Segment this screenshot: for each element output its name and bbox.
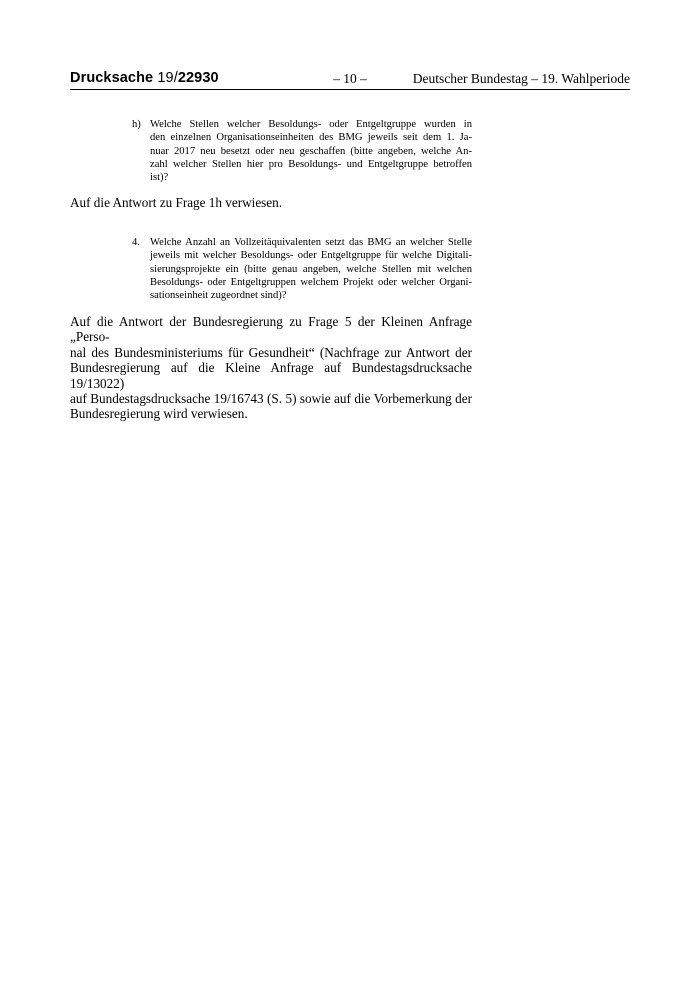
question-4-line: jeweils mit welcher Besoldungs- oder Entgeltgruppe für welche Digitali-	[150, 250, 472, 262]
publisher-label: Deutscher Bundestag – 19. Wahlperiode	[412, 71, 630, 86]
question-4-line: sationseinheit zugeordnet sind)?	[150, 290, 287, 302]
answer-4-line: auf Bundestagsdrucksache 19/16743 (S. 5) sowie auf die Vorbemerkung der	[70, 391, 472, 407]
answer-4	[70, 314, 472, 422]
header-divider	[70, 89, 630, 90]
answer-h	[70, 195, 472, 210]
answer-4-line: Bundesregierung auf die Kleine Anfrage auf Bundestagsdrucksache 19/13022)	[70, 360, 472, 391]
question-h-line: Welche Stellen welcher Besoldungs- oder Entgeltgruppe wurden in	[150, 119, 472, 130]
question-h-line: den einzelnen Organisationseinheiten des BMG jeweils seit dem 1. Ja-	[150, 132, 472, 144]
question-h-line: ist)?	[150, 172, 169, 184]
question-4-line: sierungsprojekte ein (bitte genau angeben, welche Stellen mit welchen	[150, 263, 472, 275]
question-h-label: h)	[132, 119, 141, 130]
answer-h-text: Auf die Antwort zu Frage 1h verwiesen.	[70, 195, 283, 210]
question-4-line: Besoldungs- oder Entgeltgruppen welchem Projekt oder welcher Organi-	[150, 276, 472, 288]
question-4	[132, 236, 472, 302]
question-4-line: Welche Anzahl an Vollzeitäquivalenten setzt das BMG an welcher Stelle	[150, 237, 472, 248]
question-4-label: 4.	[132, 237, 140, 248]
page-header	[70, 70, 630, 90]
answer-4-line: nal des Bundesministeriums für Gesundheit“ (Nachfrage zur Antwort der	[70, 344, 472, 360]
answer-4-line: Auf die Antwort der Bundesregierung zu Frage 5 der Kleinen Anfrage „Perso-	[70, 314, 472, 345]
document-number-value: 22930	[177, 70, 219, 86]
page-number: – 10 –	[333, 71, 367, 86]
answer-4-line: Bundesregierung wird verwiesen.	[70, 406, 248, 422]
document-label: Drucksache	[70, 70, 154, 86]
document-number-prefix: 19/	[157, 70, 178, 86]
question-h	[132, 118, 472, 184]
question-h-line: nuar 2017 neu besetzt oder neu geschaffen (bitte angeben, welche An-	[150, 145, 472, 157]
question-h-line: zahl welcher Stellen hier pro Besoldungs- und Entgeltgruppe betroffen	[150, 158, 472, 170]
